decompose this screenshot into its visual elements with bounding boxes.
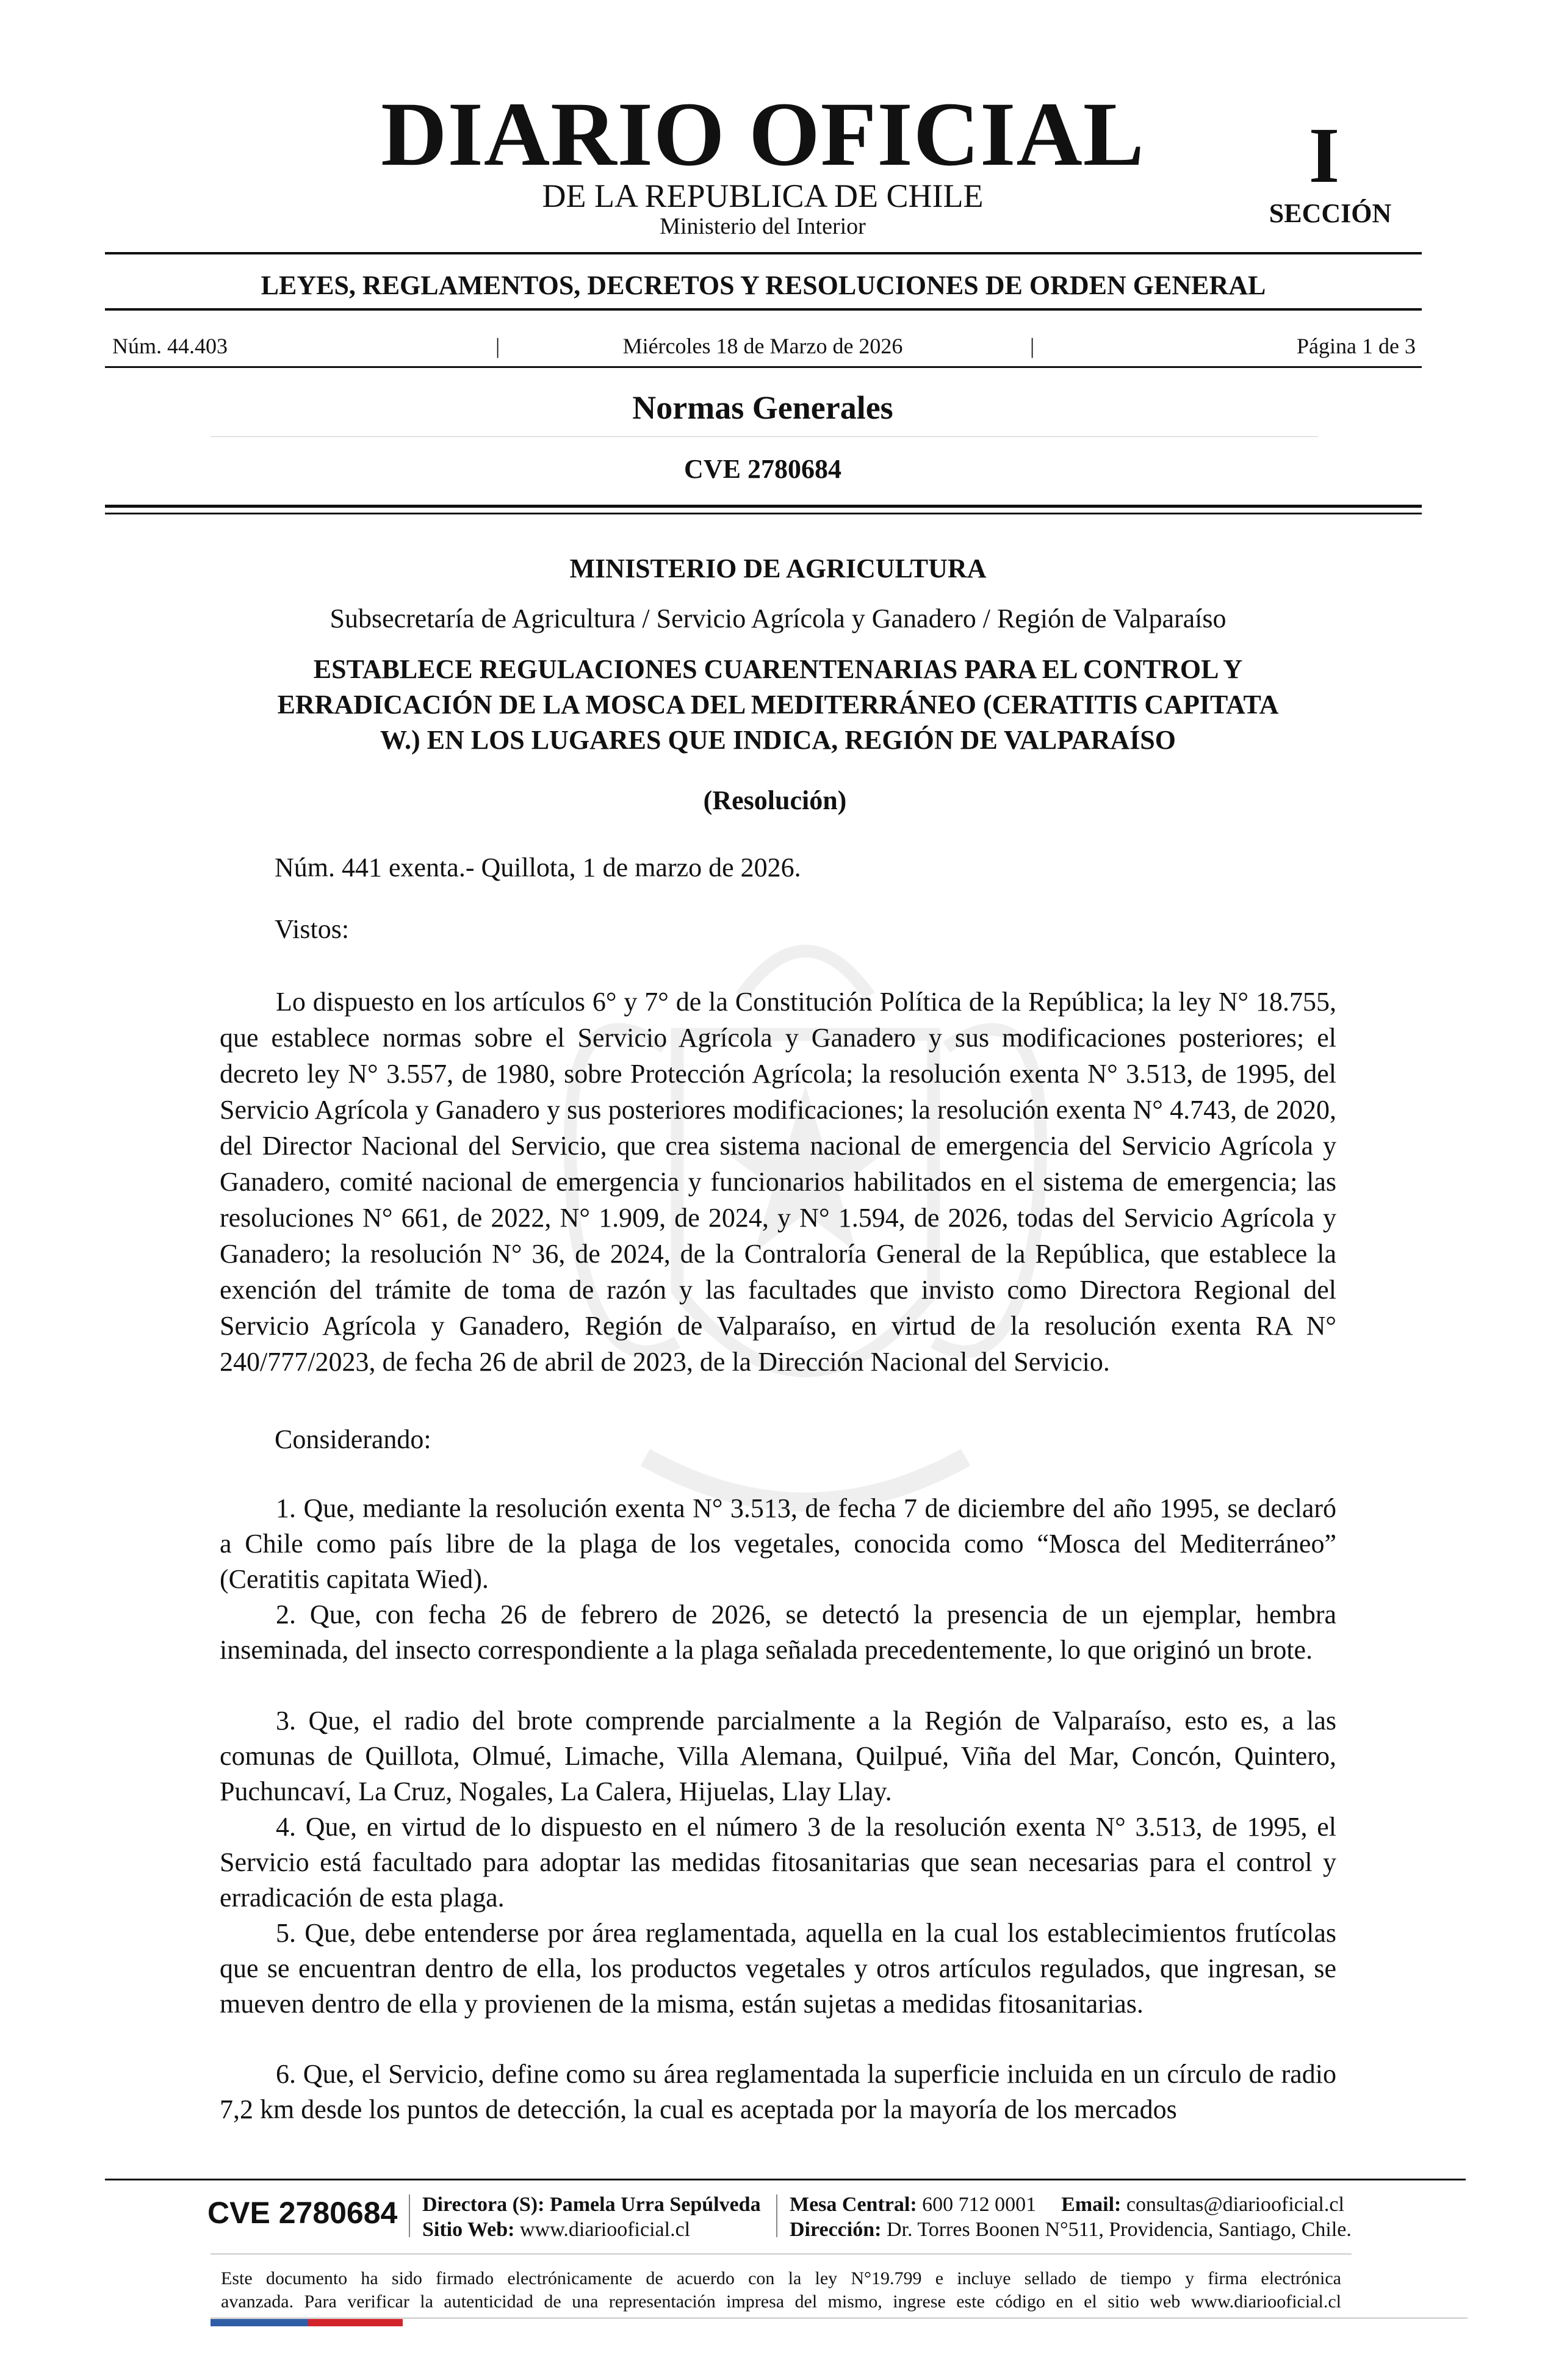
masthead-banner: LEYES, REGLAMENTOS, DECRETOS Y RESOLUCIONES DE ORDEN GENERAL [261, 270, 1266, 300]
section-rule-thin [105, 513, 1422, 514]
footer-website-label: Sitio Web: [422, 2218, 515, 2241]
issue-date: Miércoles 18 de Marzo de 2026 [622, 334, 903, 358]
section-title-underline [211, 436, 1318, 437]
document-heading-line-2: ERRADICACIÓN DE LA MOSCA DEL MEDITERRÁNEO (CERATITIS CAPITATA [277, 690, 1279, 719]
masthead-ministry: Ministerio del Interior [660, 214, 866, 239]
document-subunit: Subsecretaría de Agricultura / Servicio Agrícola y Ganadero / Región de Valparaíso [330, 604, 1226, 633]
section-rule-thick [105, 505, 1422, 508]
masthead-subtitle: DE LA REPUBLICA DE CHILE [542, 178, 984, 214]
vistos-paragraph: Lo dispuesto en los artículos 6° y 7° de la Constitución Política de la República; la ley N° 18.755, que establece normas sobre el Servicio Agrícola y Ganadero y sus modificaciones posteriores; el decreto ley N° 3.557, de 1980, sobre Protección Agrícola; la resolución exenta N° 3.513, de 1995, del Servicio Agrícola y Ganadero y sus posteriores modificaciones; la resolución exenta N° 4.743, de 2020, del Director Nacional del Servicio, que crea sistema nacional de emergencia del Servicio Agrícola y Ganadero, comité nacional de emergencia y funcionarios habilitados en el sistema de emergencia; las resoluciones N° 661, de 2022, N° 1.909, de 2024, y N° 1.594, de 2026, todas del Servicio Agrícola y Ganadero; la resolución N° 36, de 2024, de la Contraloría General de la República, que establece la exención del trámite de toma de razón y las facultades que invisto como Directora Regional del Servicio Agrícola y Ganadero, Región de Valparaíso, en virtud de la resolución exenta RA N° 240/777/2023, de fecha 26 de abril de 2023, de la Dirección Nacional del Servicio. [220, 987, 1336, 1377]
considerando-item-4: 4. Que, en virtud de lo dispuesto en el número 3 de la resolución exenta N° 3.513, de 1995, el Servicio está facultado para adoptar las medidas fitosanitarias que sean necesarias para el control y erradicación de esta plaga. [220, 1812, 1336, 1913]
footer-director-label: Directora (S): [422, 2193, 545, 2216]
footer-website-link[interactable]: www.diariooficial.cl [519, 2218, 691, 2241]
document-heading [183, 652, 1373, 758]
footer-director-name: Pamela Urra Sepúlveda [549, 2193, 761, 2216]
vistos-label: Vistos: [275, 914, 350, 944]
issue-rule [105, 366, 1422, 368]
considerando-item-1: 1. Que, mediante la resolución exenta N° 3.513, de fecha 7 de diciembre del año 1995, se declaró a Chile como país libre de la plaga de los vegetales, conocida como “Mosca del Mediterráneo” (Ceratitis capitata Wied). [220, 1493, 1336, 1594]
masthead-rule-bottom [105, 308, 1422, 311]
footer-rule-top [105, 2179, 1466, 2180]
section-cve: CVE 2780684 [684, 454, 841, 484]
footer-divider-2 [776, 2194, 777, 2237]
section-title: Normas Generales [632, 389, 893, 426]
considerando-label: Considerando: [275, 1424, 431, 1454]
footer-address-label: Dirección: [790, 2218, 882, 2241]
issue-separator-left: | [495, 334, 500, 358]
masthead-rule-top [105, 252, 1422, 254]
section-label: SECCIÓN [1269, 198, 1392, 228]
section-number: I [1308, 112, 1340, 200]
footer-email-label: Email: [1061, 2193, 1122, 2216]
issue-page: Página 1 de 3 [1297, 334, 1416, 358]
considerando-item-5: 5. Que, debe entenderse por área reglamentada, aquella en la cual los establecimientos frutícolas que se encuentran dentro de ella, los productos vegetales y otros artículos regulados, que ingresan, se mueven dentro de ella y provienen de la misma, están sujetas a medidas fitosanitarias. [220, 1918, 1336, 2019]
issue-separator-right: | [1030, 334, 1035, 358]
considerando-item-3: 3. Que, el radio del brote comprende parcialmente a la Región de Valparaíso, esto es, a las comunas de Quillota, Olmué, Limache, Villa Alemana, Quilpué, Viña del Mar, Concón, Quintero, Puchuncaví, La Cruz, Nogales, La Calera, Hijuelas, Llay Llay. [220, 1706, 1336, 1806]
footer-email-link[interactable]: consultas@diariooficial.cl [1126, 2193, 1344, 2216]
footer-legal-line-1: Este documento ha sido firmado electrónicamente de acuerdo con la ley N°19.799 e incluye sellado de tiempo y firma electrónica [221, 2268, 1341, 2288]
masthead-title: DIARIO OFICIAL [381, 84, 1145, 185]
footer-divider-1 [409, 2194, 410, 2237]
footer-phone-value: 600 712 0001 [922, 2193, 1037, 2216]
document-heading-line-1: ESTABLECE REGULACIONES CUARENTENARIAS PARA EL CONTROL Y [313, 654, 1243, 684]
footer-address-value: Dr. Torres Boonen N°511, Providencia, Santiago, Chile. [886, 2218, 1352, 2241]
footer-website [422, 2217, 690, 2243]
document-type: (Resolución) [703, 785, 847, 815]
footer-director [422, 2192, 761, 2218]
footer-contact [790, 2192, 1344, 2218]
document-ministry: MINISTERIO DE AGRICULTURA [569, 554, 987, 583]
issue-number: Núm. 44.403 [112, 334, 228, 358]
document-number-line: Núm. 441 exenta.- Quillota, 1 de marzo de 2026. [275, 853, 801, 882]
footer-phone-label: Mesa Central: [790, 2193, 917, 2216]
footer-legal-notice [221, 2267, 1341, 2313]
considerando-item-2: 2. Que, con fecha 26 de febrero de 2026, se detectó la presencia de un ejemplar, hembra inseminada, del insecto correspondiente a la plaga señalada precedentemente, lo que originó un brote. [220, 1599, 1336, 1665]
document-heading-line-3: W.) EN LOS LUGARES QUE INDICA, REGIÓN DE VALPARAÍSO [380, 725, 1176, 755]
footer-address [790, 2217, 1352, 2243]
flag-stripe-blue [211, 2319, 308, 2326]
flag-stripe-red [308, 2319, 403, 2326]
considerando-item-6: 6. Que, el Servicio, define como su área reglamentada la superficie incluida en un círculo de radio 7,2 km desde los puntos de detección, la cual es aceptada por la mayoría de los mercados [220, 2059, 1336, 2124]
footer-cve: CVE 2780684 [207, 2196, 398, 2230]
footer-legal-line-2: avanzada. Para verificar la autenticidad de una representación impresa del mismo, ingrese este código en el sitio web www.diariooficial.cl [221, 2292, 1341, 2312]
